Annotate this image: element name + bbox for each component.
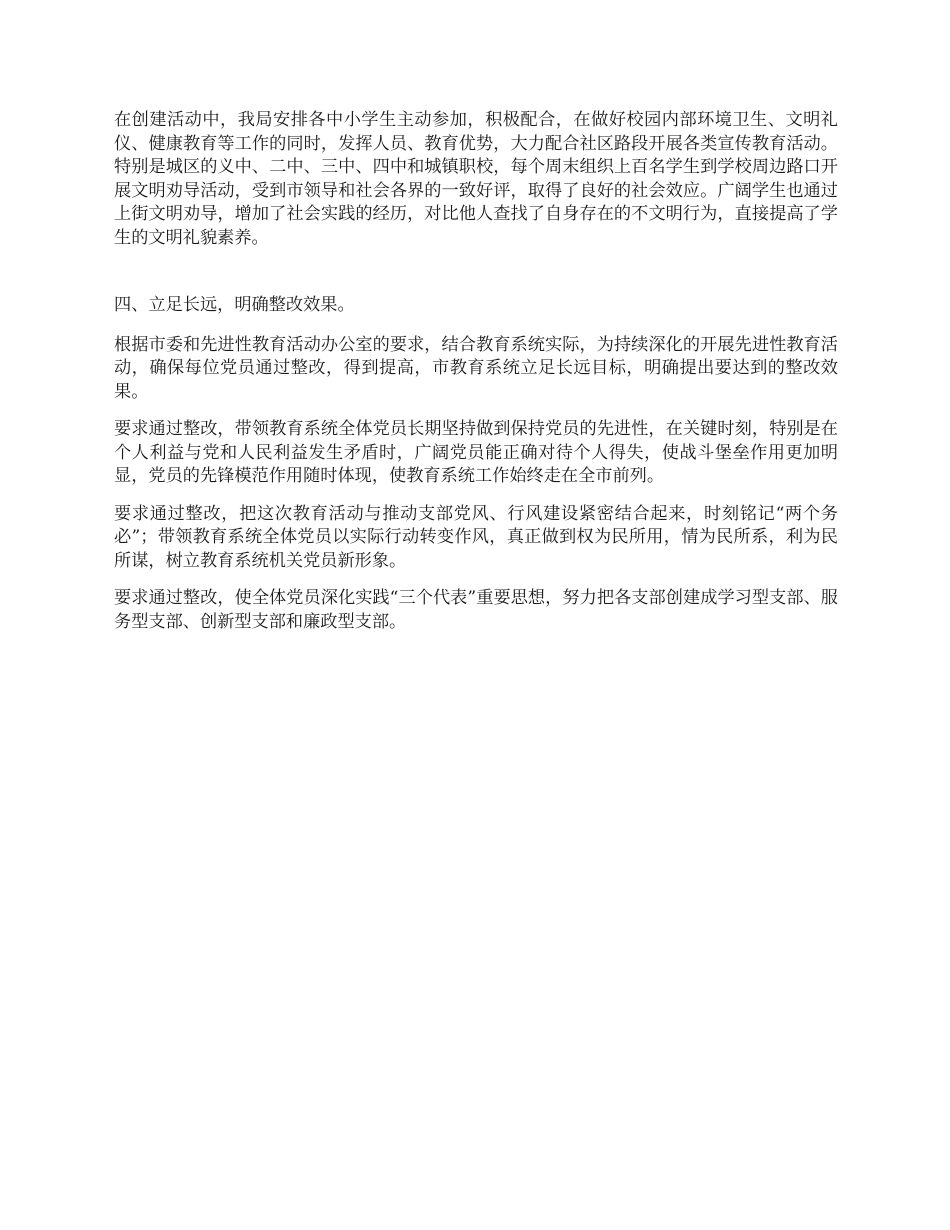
paragraph-student-activities: 在创建活动中，我局安排各中小学生主动参加，积极配合，在做好校园内部环境卫生、文明礼仪、健康教育等工作的同时，发挥人员、教育优势，大力配合社区路段开展各类宣传教育活动。特别是城区的义中、二中、三中、四中和城镇职校，每个周末组织上百名学生到学校周边路口开展文明劝导活动，受到市领导和社会各界的一致好评，取得了良好的社会效应。广阔学生也通过上街文明劝导，增加了社会实践的经历，对比他人查找了自身存在的不文明行为，直接提高了学生的文明礼貌素养。 (114, 110, 838, 248)
section-heading-4: 四、立足长远，明确整改效果。 (114, 295, 355, 315)
paragraph-requirement-1: 要求通过整改，带领教育系统全体党员长期坚持做到保持党员的先进性，在关键时刻，特别是在个人利益与党和人民利益发生矛盾时，广阔党员能正确对待个人得失，使战斗堡垒作用更加明显，党员的先锋模范作用随时体现，使教育系统工作始终走在全市前列。 (114, 419, 838, 486)
paragraph-requirement-2: 要求通过整改，把这次教育活动与推动支部党风、行风建设紧密结合起来，时刻铭记“两个务必”；带领教育系统全体党员以实际行动转变作风，真正做到权为民所用，情为民所系，利为民所谋，树立教育系统机关党员新形象。 (114, 503, 838, 571)
document-body (114, 109, 838, 648)
paragraph-requirement-3: 要求通过整改，使全体党员深化实践“三个代表”重要思想，努力把各支部创建成学习型支部、服务型支部、创新型支部和廉政型支部。 (114, 588, 838, 632)
paragraph-rectification-intro: 根据市委和先进性教育活动办公室的要求，结合教育系统实际，为持续深化的开展先进性教育活动，确保每位党员通过整改，得到提高，市教育系统立足长远目标，明确提出要达到的整改效果。 (114, 334, 838, 402)
